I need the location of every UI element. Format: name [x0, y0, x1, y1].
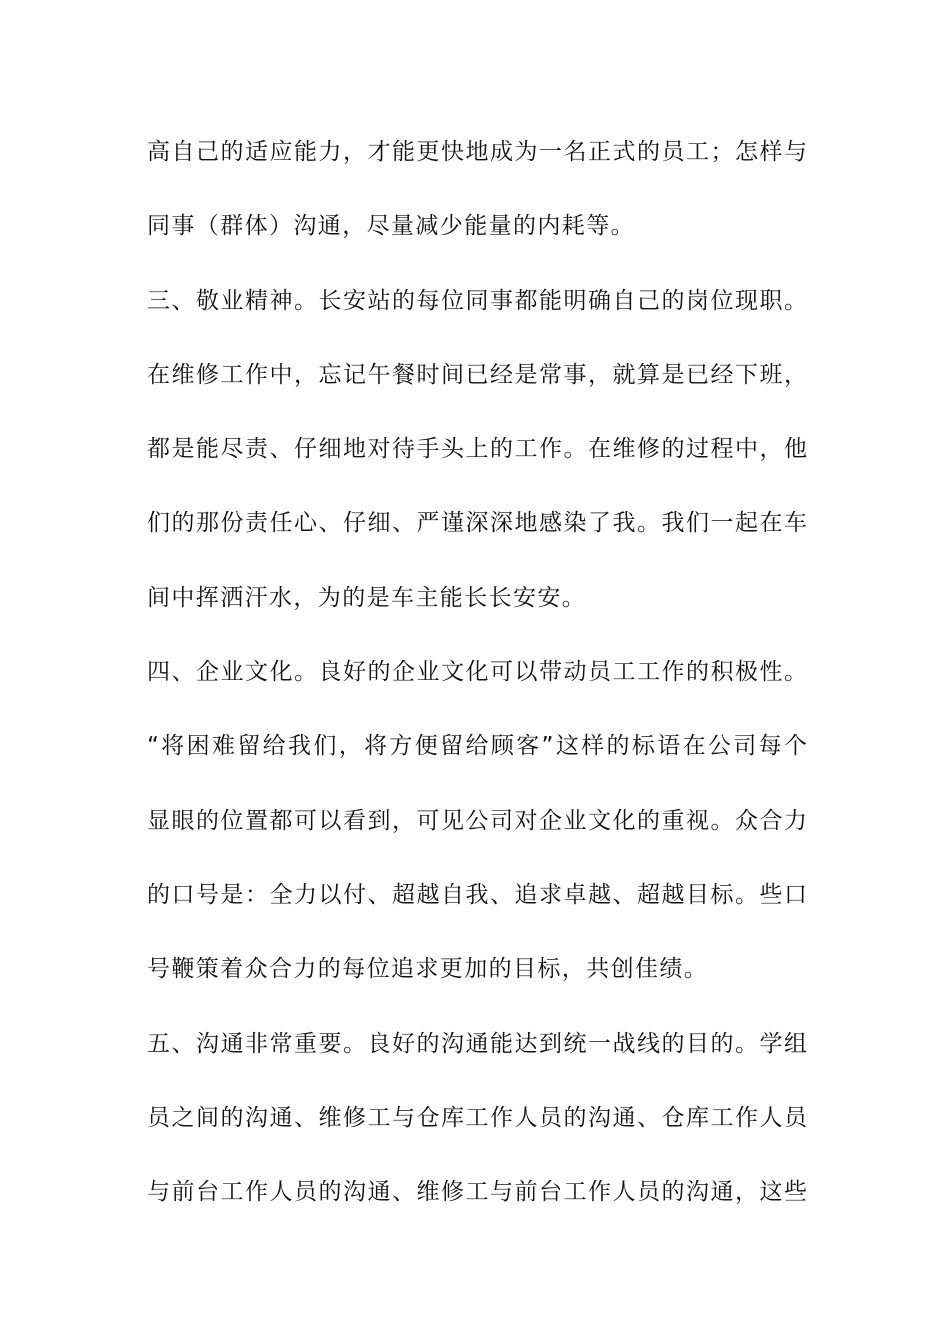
- text-line: 同事（群体）沟通，尽量减少能量的内耗等。: [147, 213, 635, 240]
- text-line: 间中挥洒汗水，为的是车主能长长安安。: [147, 584, 587, 611]
- text-line: 四、企业文化。良好的企业文化可以带动员工工作的积极性。: [147, 659, 807, 686]
- text-line: 员之间的沟通、维修工与仓库工作人员的沟通、仓库工作人员: [147, 1104, 807, 1131]
- text-line: 三、敬业精神。长安站的每位同事都能明确自己的岗位现职。: [147, 287, 807, 314]
- text-line: 五、沟通非常重要。良好的沟通能达到统一战线的目的。学组: [147, 1030, 807, 1057]
- text-line: 高自己的适应能力，才能更快地成为一名正式的员工；怎样与: [147, 139, 807, 165]
- text-line: 都是能尽责、仔细地对待手头上的工作。在维修的过程中，他: [147, 436, 807, 463]
- document-body: [147, 132, 807, 1246]
- text-line: 与前台工作人员的沟通、维修工与前台工作人员的沟通，这些: [147, 1179, 807, 1206]
- text-line: 显眼的位置都可以看到，可见公司对企业文化的重视。众合力: [147, 807, 807, 834]
- text-line: 在维修工作中，忘记午餐时间已经是常事，就算是已经下班，: [147, 361, 807, 388]
- text-line: 的口号是：全力以付、超越自我、追求卓越、超越目标。些口: [147, 881, 807, 908]
- text-line: “将困难留给我们，将方便留给顾客”这样的标语在公司每个: [147, 733, 807, 760]
- text-line: 们的那份责任心、仔细、严谨深深地感染了我。我们一起在车: [147, 510, 807, 537]
- text-line: 号鞭策着众合力的每位追求更加的目标，共创佳绩。: [147, 956, 709, 983]
